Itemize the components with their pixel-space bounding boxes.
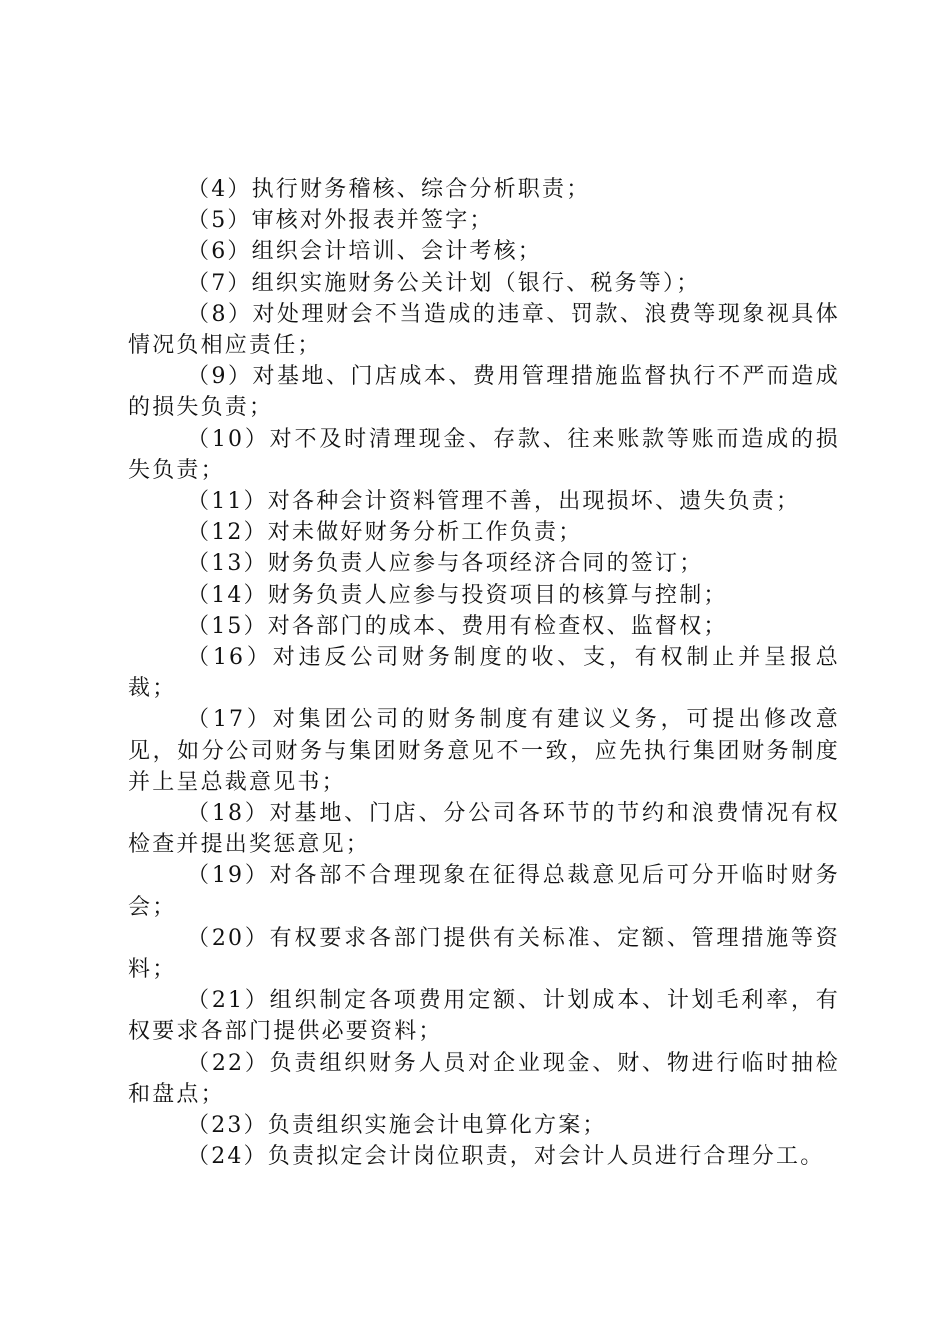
paragraph-item-10: （10）对不及时清理现金、存款、往来账款等账而造成的损失负责；	[128, 426, 840, 483]
paragraph-item-7: （7）组织实施财务公关计划（银行、税务等）；	[187, 270, 701, 296]
paragraph-item-17: （17）对集团公司的财务制度有建议义务，可提出修改意见，如分公司财务与集团财务意见不一致，应先执行集团财务制度并上呈总裁意见书；	[128, 707, 840, 795]
paragraph-item-9: （9）对基地、门店成本、费用管理措施监督执行不严而造成的损失负责；	[128, 364, 840, 421]
paragraph-item-23: （23）负责组织实施会计电算化方案；	[187, 1113, 607, 1139]
paragraph-item-14: （14）财务负责人应参与投资项目的核算与控制；	[187, 582, 728, 608]
paragraph-item-6: （6）组织会计培训、会计考核；	[187, 239, 542, 265]
paragraph-item-20: （20）有权要求各部门提供有关标准、定额、管理措施等资料；	[128, 925, 840, 983]
paragraph-item-15: （15）对各部门的成本、费用有检查权、监督权；	[187, 613, 728, 639]
document-body	[128, 174, 840, 1173]
paragraph-item-8: （8）对处理财会不当造成的违章、罚款、浪费等现象视具体情况负相应责任；	[128, 301, 840, 359]
paragraph-item-19: （19）对各部不合理现象在征得总裁意见后可分开临时财务会；	[128, 863, 840, 920]
paragraph-item-5: （5）审核对外报表并签字；	[187, 208, 494, 234]
paragraph-item-22: （22）负责组织财务人员对企业现金、财、物进行临时抽检和盘点；	[128, 1050, 840, 1107]
paragraph-item-18: （18）对基地、门店、分公司各环节的节约和浪费情况有权检查并提出奖惩意见；	[128, 801, 840, 858]
paragraph-item-13: （13）财务负责人应参与各项经济合同的签订；	[187, 551, 704, 577]
paragraph-item-12: （12）对未做好财务分析工作负责；	[187, 520, 583, 546]
paragraph-item-4: （4）执行财务稽核、综合分析职责；	[187, 177, 591, 202]
paragraph-item-11: （11）对各种会计资料管理不善，出现损坏、遗失负责；	[187, 489, 801, 515]
paragraph-item-16: （16）对违反公司财务制度的收、支，有权制止并呈报总裁；	[128, 645, 840, 702]
paragraph-item-21: （21）组织制定各项费用定额、计划成本、计划毛利率，有权要求各部门提供必要资料；	[128, 988, 840, 1045]
paragraph-item-24: （24）负责拟定会计岗位职责，对会计人员进行合理分工。	[187, 1144, 825, 1170]
